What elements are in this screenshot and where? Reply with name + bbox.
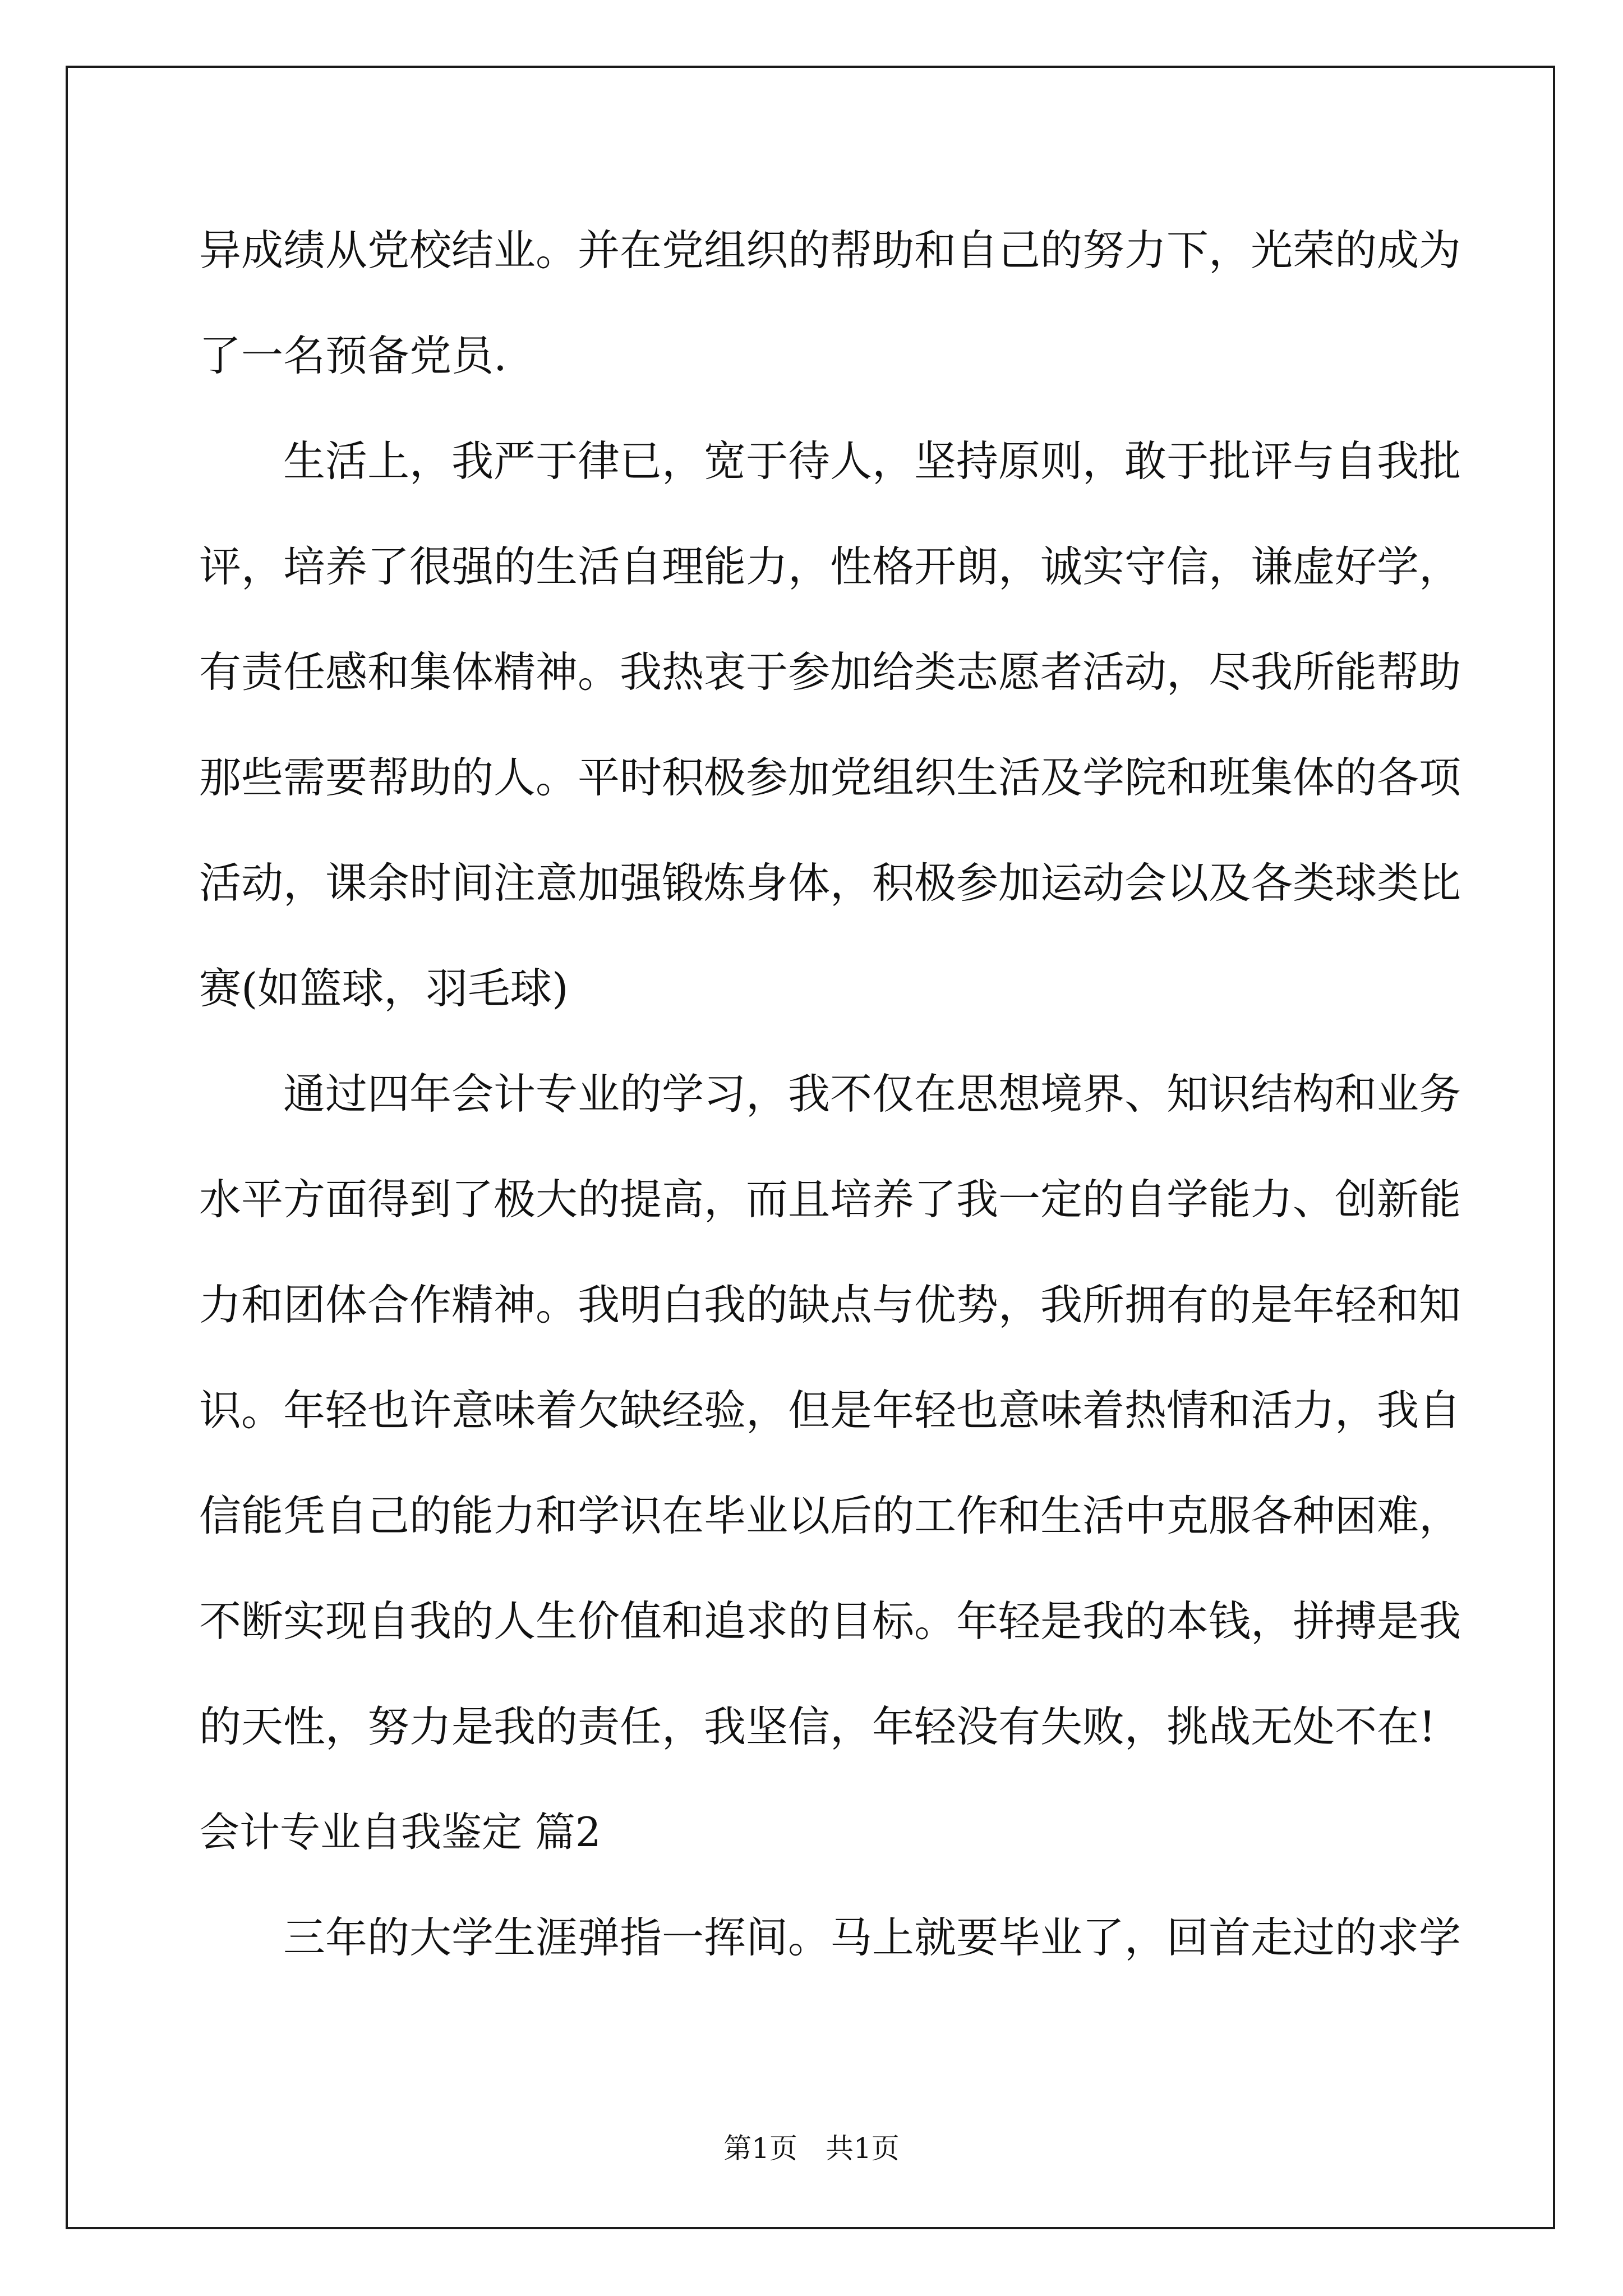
- text-line: 那些需要帮助的人。平时积极参加党组织生活及学院和班集体的各项: [199, 753, 1461, 802]
- text-line: 异成绩从党校结业。并在党组织的帮助和自己的努力下，光荣的成为: [199, 226, 1461, 275]
- text-line: 不断实现自我的人生价值和追求的目标。年轻是我的本钱，拼搏是我: [199, 1596, 1461, 1646]
- text-line: 了一名预备党员.: [199, 331, 507, 380]
- text-line: 水平方面得到了极大的提高，而且培养了我一定的自学能力、创新能: [199, 1175, 1461, 1224]
- text-line: 有责任感和集体精神。我热衷于参加给类志愿者活动，尽我所能帮助: [199, 647, 1461, 697]
- paragraph-start-line: 生活上，我严于律已，宽于待人，坚持原则，敢于批评与自我批: [283, 436, 1461, 486]
- paragraph-start-line: 通过四年会计专业的学习，我不仅在思想境界、知识结构和业务: [283, 1069, 1461, 1119]
- text-line: 活动，课余时间注意加强锻炼身体，积极参加运动会以及各类球类比: [199, 858, 1461, 908]
- text-line: 信能凭自己的能力和学识在毕业以后的工作和生活中克服各种困难，: [199, 1491, 1461, 1540]
- page-number-footer: 第1页 共1页: [723, 2132, 900, 2165]
- text-line: 评，培养了很强的生活自理能力，性格开朗，诚实守信，谦虚好学，: [199, 542, 1461, 591]
- section-heading: 会计专业自我鉴定 篇2: [199, 1809, 601, 1856]
- text-line: 识。年轻也许意味着欠缺经验，但是年轻也意味着热情和活力，我自: [199, 1386, 1461, 1435]
- body-text: [199, 197, 1461, 1990]
- text-line: 力和团体合作精神。我明白我的缺点与优势，我所拥有的是年轻和知: [199, 1280, 1461, 1329]
- text-line: 的天性，努力是我的责任，我坚信，年轻没有失败，挑战无处不在!: [199, 1702, 1436, 1751]
- text-line: 赛(如篮球，羽毛球): [199, 964, 569, 1013]
- paragraph-start-line: 三年的大学生涯弹指一挥间。马上就要毕业了，回首走过的求学: [283, 1913, 1461, 1962]
